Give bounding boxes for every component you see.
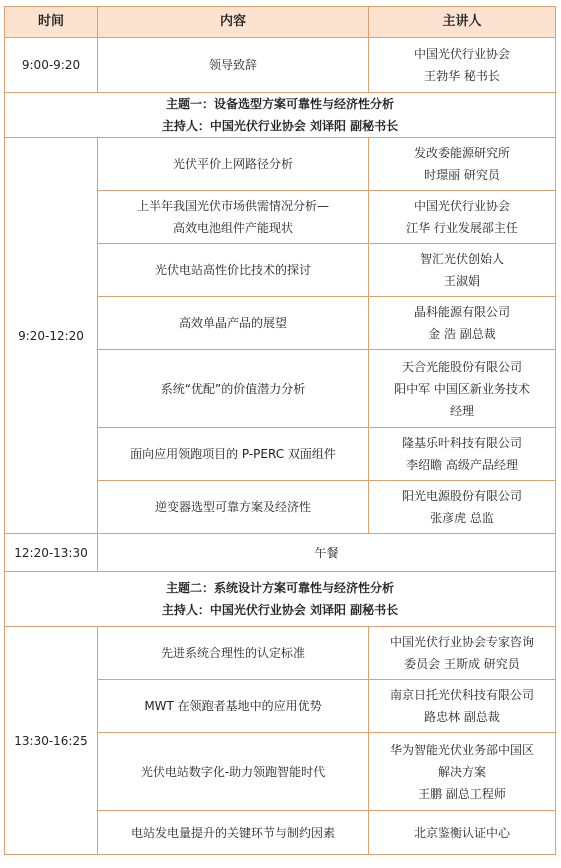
speaker-person: 李绍瞻 高级产品经理 [406, 458, 518, 472]
session-title-line: 高效电池组件产能现状 [172, 221, 293, 235]
session-title: MWT 在领跑者基地中的应用优势 [98, 680, 369, 733]
session-title: 光伏电站数字化-助力领跑智能时代 [98, 733, 369, 811]
session-speaker [369, 244, 556, 297]
speaker-person: 王勃华 秘书长 [424, 69, 500, 83]
session-speaker [369, 733, 556, 811]
section1-title: 主题一：设备选型方案可靠性与经济性分析 [165, 97, 394, 111]
session-row [5, 138, 556, 191]
section2-header [5, 572, 556, 627]
header-speaker: 主讲人 [369, 7, 556, 38]
block1-time: 9:20-12:20 [5, 138, 98, 534]
speaker-person: 金 浩 副总裁 [428, 327, 496, 341]
schedule-table [4, 6, 556, 855]
speaker-org: 中国光伏行业协会 [413, 47, 510, 61]
header-time: 时间 [5, 7, 98, 38]
session-title: 先进系统合理性的认定标准 [98, 627, 369, 680]
speaker-org: 晶科能源有限公司 [413, 305, 510, 319]
section2-row [5, 572, 556, 627]
block2-time: 13:30-16:25 [5, 627, 98, 855]
speaker-org: 南京日托光伏科技有限公司 [389, 688, 534, 702]
session-speaker [369, 811, 556, 855]
session-speaker [369, 428, 556, 481]
session-speaker [369, 680, 556, 733]
speaker-person: 委员会 王斯成 研究员 [404, 657, 520, 671]
session-title: 高效单晶产品的展望 [98, 297, 369, 350]
lunch-time: 12:20-13:30 [5, 534, 98, 572]
speaker-org: 智汇光伏创始人 [419, 252, 504, 266]
speaker-org: 隆基乐叶科技有限公司 [401, 436, 522, 450]
session-row [5, 627, 556, 680]
session-title: 逆变器选型可靠方案及经济性 [98, 481, 369, 534]
speaker-org: 天合光能股份有限公司 [401, 359, 522, 374]
header-content: 内容 [98, 7, 369, 38]
session-speaker [369, 297, 556, 350]
speaker-org: 中国光伏行业协会专家咨询 [389, 635, 534, 649]
speaker-org-cont: 解决方案 [437, 764, 486, 779]
section1-host: 主持人：中国光伏行业协会 刘译阳 副秘书长 [161, 119, 399, 133]
speaker-org: 华为智能光伏业务部中国区 [389, 742, 534, 757]
session-title: 面向应用领跑项目的 P-PERC 双面组件 [98, 428, 369, 481]
session-speaker [369, 627, 556, 680]
session-speaker [369, 138, 556, 191]
session-title: 光伏电站高性价比技术的探讨 [98, 244, 369, 297]
speaker-person: 王鹏 副总工程师 [418, 786, 506, 801]
opening-speaker [369, 38, 556, 93]
speaker-person-cont: 经理 [449, 403, 474, 418]
session-speaker [369, 350, 556, 428]
section2-title: 主题二：系统设计方案可靠性与经济性分析 [165, 581, 394, 595]
session-title: 电站发电量提升的关键环节与制约因素 [98, 811, 369, 855]
opening-content: 领导致辞 [98, 38, 369, 93]
speaker-org: 中国光伏行业协会 [413, 199, 510, 213]
speaker-person: 江华 行业发展部主任 [406, 221, 518, 235]
opening-row [5, 38, 556, 93]
session-title: 系统“优配”的价值潜力分析 [98, 350, 369, 428]
opening-time: 9:00-9:20 [5, 38, 98, 93]
section1-row [5, 93, 556, 138]
session-title [98, 191, 369, 244]
header-row [5, 7, 556, 38]
session-title: 光伏平价上网路径分析 [98, 138, 369, 191]
speaker-person: 张彦虎 总监 [430, 511, 494, 525]
section2-host: 主持人：中国光伏行业协会 刘译阳 副秘书长 [161, 603, 399, 617]
speaker-person: 阳中军 中国区新业务技术 [394, 381, 530, 396]
speaker-person: 路忠林 副总裁 [424, 710, 500, 724]
session-title-line: 上半年我国光伏市场供需情况分析— [136, 199, 329, 213]
session-speaker [369, 481, 556, 534]
section1-header [5, 93, 556, 138]
speaker-person: 时璟丽 研究员 [424, 168, 500, 182]
speaker-org: 阳光电源股份有限公司 [401, 489, 522, 503]
lunch-content: 午餐 [98, 534, 556, 572]
lunch-row [5, 534, 556, 572]
speaker-org: 北京鉴衡认证中心 [413, 825, 510, 840]
speaker-org: 发改委能源研究所 [413, 146, 510, 160]
session-speaker [369, 191, 556, 244]
speaker-person: 王淑娟 [443, 274, 480, 288]
